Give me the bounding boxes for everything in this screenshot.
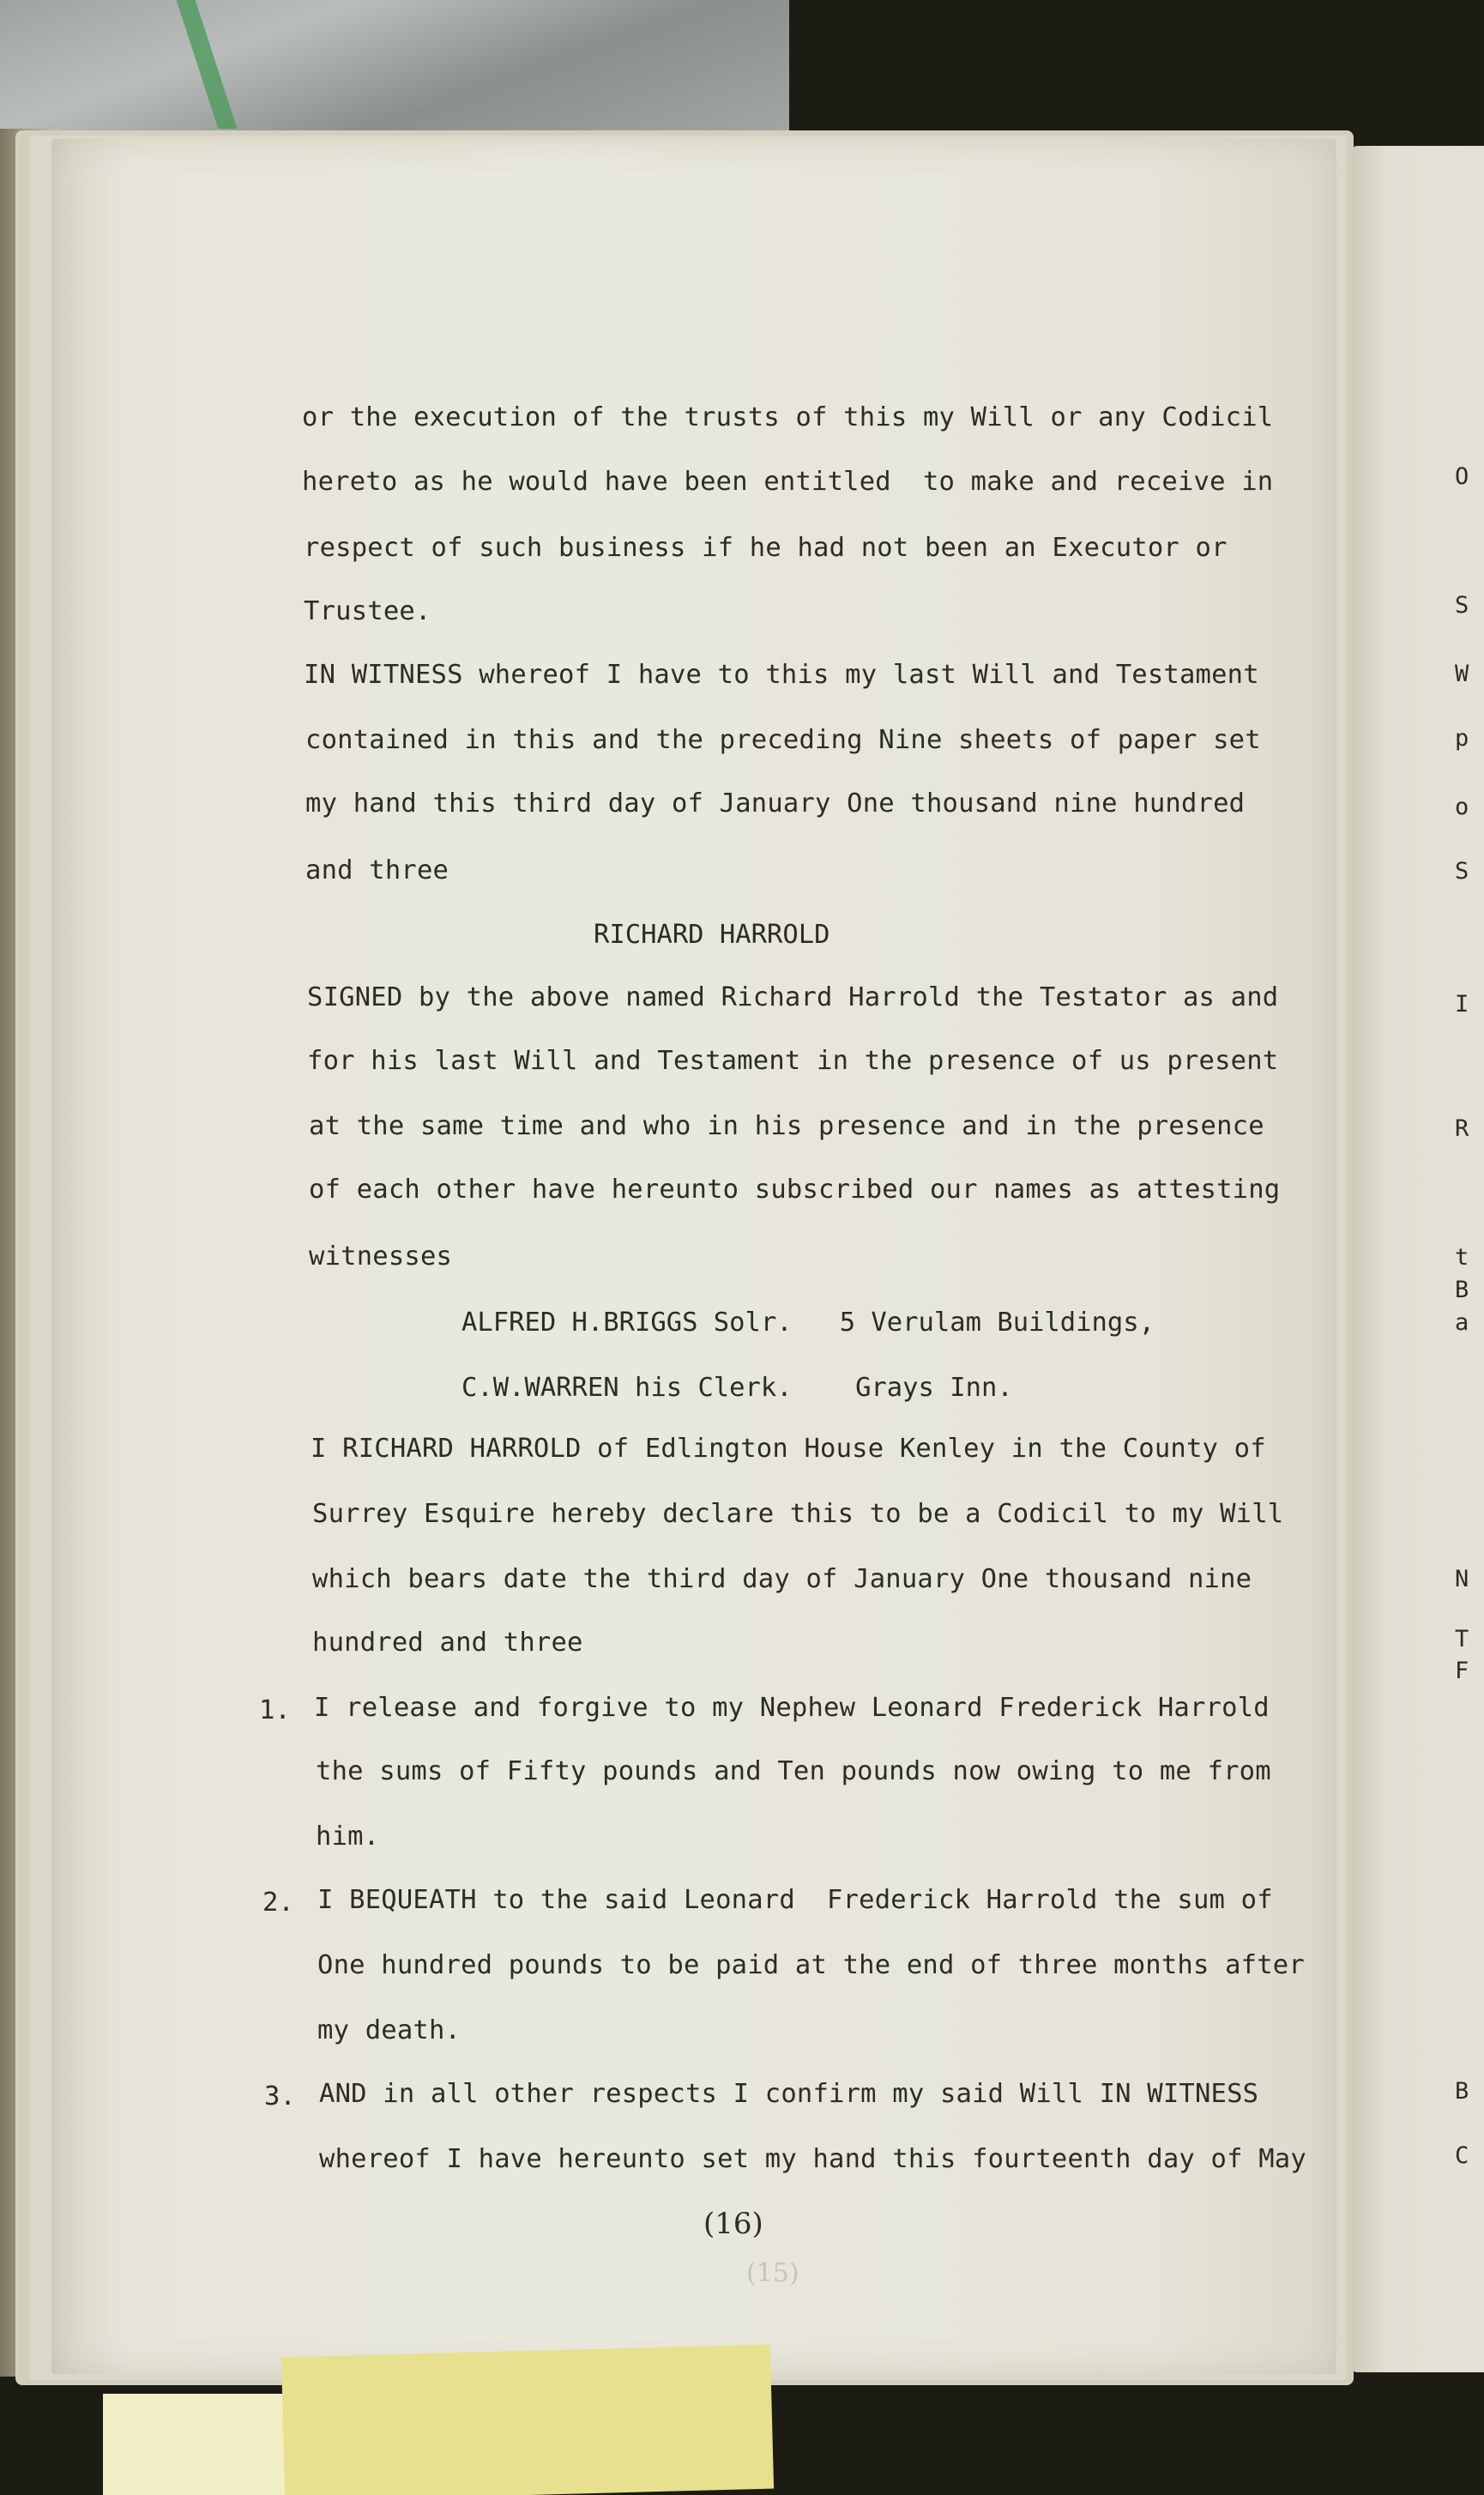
backdrop-stripe — [177, 0, 238, 129]
attestation-line: of each other have hereunto subscribed our names as attesting — [309, 1175, 1281, 1205]
witness-two: C.W.WARREN his Clerk. Grays Inn. — [461, 1373, 1013, 1403]
facing-page-letter: C — [1455, 2142, 1469, 2169]
backdrop-cloth — [0, 0, 789, 150]
body-line: or the execution of the trusts of this my Will or any Codicil — [302, 402, 1274, 432]
facing-page-letter: W — [1455, 661, 1469, 687]
facing-page-letter: B — [1455, 2078, 1469, 2105]
clause-line: I release and forgive to my Nephew Leonard Frederick Harrold — [314, 1693, 1270, 1723]
clause-line: him. — [316, 1821, 380, 1852]
body-line: hereto as he would have been entitled to make and receive in — [302, 467, 1274, 497]
facing-page — [1352, 146, 1484, 2372]
facing-page-letter: O — [1455, 463, 1469, 490]
clause-number: 3. — [264, 2081, 296, 2111]
clause-line: the sums of Fifty pounds and Ten pounds now owing to me from — [316, 1756, 1271, 1786]
clause-line: AND in all other respects I confirm my said Will IN WITNESS — [319, 2079, 1259, 2109]
codicil-line: Surrey Esquire hereby declare this to be a Codicil to my Will — [312, 1499, 1284, 1529]
body-line: my hand this third day of January One thousand nine hundred — [305, 788, 1246, 819]
body-line: IN WITNESS whereof I have to this my last Will and Testament — [304, 660, 1259, 690]
facing-page-letter: F — [1455, 1658, 1469, 1684]
facing-page-letter: N — [1455, 1566, 1469, 1592]
attestation-line: for his last Will and Testament in the presence of us present — [307, 1046, 1279, 1076]
yellow-note — [281, 2345, 774, 2495]
facing-page-letter: p — [1455, 725, 1469, 752]
facing-page-letter: T — [1455, 1626, 1469, 1652]
body-line: respect of such business if he had not been an Executor or — [304, 533, 1228, 563]
codicil-line: hundred and three — [312, 1628, 583, 1658]
clause-line: my death. — [317, 2015, 461, 2045]
attestation-line: witnesses — [309, 1241, 453, 1272]
facing-page-letter: S — [1455, 858, 1469, 885]
body-line: Trustee. — [304, 596, 431, 626]
body-line: and three — [305, 855, 449, 885]
facing-page-letter: t — [1455, 1244, 1469, 1271]
clause-line: whereof I have hereunto set my hand this fourteenth day of May — [319, 2144, 1306, 2174]
codicil-line: I RICHARD HARROLD of Edlington House Kenley in the County of — [311, 1434, 1266, 1464]
body-line: contained in this and the preceding Nine sheets of paper set — [305, 725, 1261, 755]
facing-page-letter: a — [1455, 1309, 1469, 1336]
facing-page-letter: o — [1455, 794, 1469, 820]
testator-signature: RICHARD HARROLD — [594, 920, 830, 950]
page-number-bleed-through: (15) — [746, 2258, 799, 2288]
facing-page-letter: S — [1455, 592, 1469, 619]
attestation-line: SIGNED by the above named Richard Harrold the Testator as and — [307, 982, 1279, 1012]
facing-page-letter: B — [1455, 1277, 1469, 1303]
witness-one: ALFRED H.BRIGGS Solr. 5 Verulam Buildings, — [461, 1308, 1155, 1338]
clause-number: 2. — [262, 1888, 294, 1918]
clause-line: I BEQUEATH to the said Leonard Frederick Harrold the sum of — [317, 1885, 1273, 1915]
clause-line: One hundred pounds to be paid at the end of three months after — [317, 1950, 1305, 1980]
facing-page-letter: R — [1455, 1115, 1469, 1142]
page-number: (16) — [703, 2207, 763, 2241]
facing-page-letter: I — [1455, 991, 1469, 1018]
attestation-line: at the same time and who in his presence and in the presence — [309, 1111, 1264, 1141]
codicil-line: which bears date the third day of January One thousand nine — [312, 1564, 1252, 1594]
clause-number: 1. — [259, 1695, 291, 1725]
